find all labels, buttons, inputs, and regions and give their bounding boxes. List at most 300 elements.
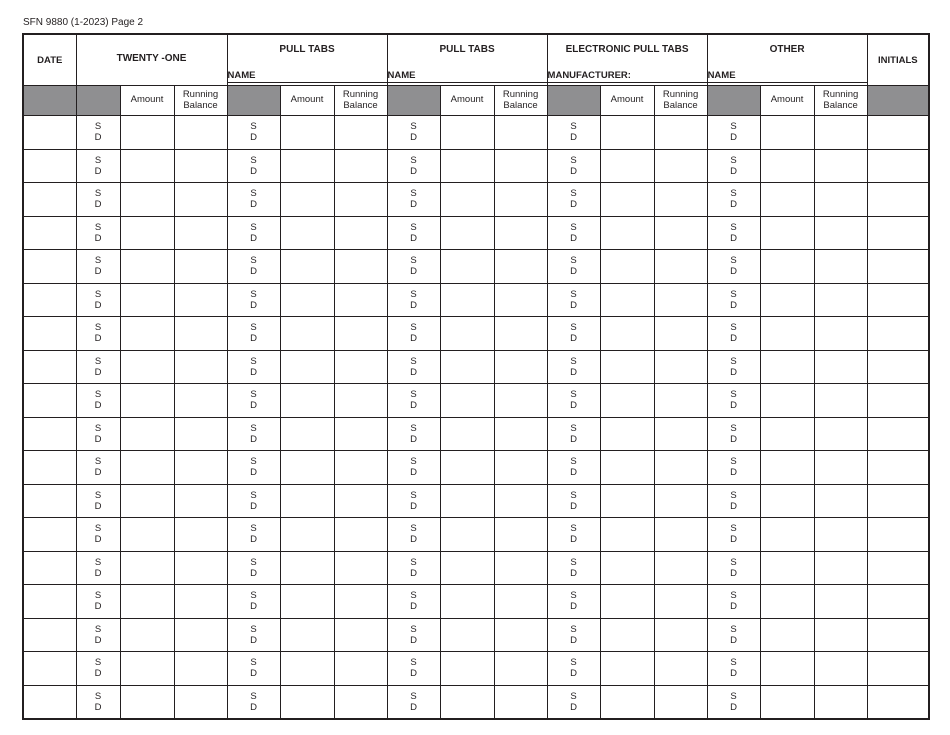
running-balance-cell[interactable] (334, 451, 387, 485)
amount-cell[interactable] (760, 350, 814, 384)
sd-cell[interactable] (707, 417, 760, 451)
sd-cell[interactable] (547, 551, 600, 585)
running-balance-cell[interactable] (334, 350, 387, 384)
running-balance-cell[interactable] (174, 384, 227, 418)
sd-cell[interactable] (76, 484, 120, 518)
sd-cell[interactable] (76, 283, 120, 317)
running-balance-cell[interactable] (814, 317, 867, 351)
sd-cell[interactable] (76, 384, 120, 418)
amount-cell[interactable] (440, 518, 494, 552)
running-balance-cell[interactable] (334, 250, 387, 284)
running-balance-cell[interactable] (494, 216, 547, 250)
amount-cell[interactable] (280, 317, 334, 351)
date-cell[interactable] (23, 317, 76, 351)
running-balance-cell[interactable] (334, 484, 387, 518)
amount-cell[interactable] (600, 484, 654, 518)
date-cell[interactable] (23, 518, 76, 552)
running-balance-cell[interactable] (654, 484, 707, 518)
date-cell[interactable] (23, 451, 76, 485)
running-balance-cell[interactable] (814, 116, 867, 150)
sd-cell[interactable] (707, 317, 760, 351)
amount-cell[interactable] (600, 384, 654, 418)
running-balance-cell[interactable] (654, 518, 707, 552)
date-cell[interactable] (23, 250, 76, 284)
running-balance-cell[interactable] (494, 317, 547, 351)
amount-cell[interactable] (280, 685, 334, 719)
amount-cell[interactable] (120, 283, 174, 317)
date-cell[interactable] (23, 350, 76, 384)
running-balance-cell[interactable] (174, 417, 227, 451)
initials-cell[interactable] (867, 384, 929, 418)
running-balance-cell[interactable] (334, 216, 387, 250)
sd-cell[interactable] (707, 216, 760, 250)
amount-cell[interactable] (120, 685, 174, 719)
sd-cell[interactable] (707, 685, 760, 719)
running-balance-cell[interactable] (494, 384, 547, 418)
amount-cell[interactable] (760, 618, 814, 652)
initials-cell[interactable] (867, 317, 929, 351)
sd-cell[interactable] (547, 652, 600, 686)
running-balance-cell[interactable] (334, 283, 387, 317)
running-balance-cell[interactable] (174, 283, 227, 317)
amount-cell[interactable] (120, 618, 174, 652)
sd-cell[interactable] (227, 250, 280, 284)
date-cell[interactable] (23, 618, 76, 652)
running-balance-cell[interactable] (654, 585, 707, 619)
running-balance-cell[interactable] (494, 618, 547, 652)
amount-cell[interactable] (120, 652, 174, 686)
amount-cell[interactable] (120, 384, 174, 418)
sd-cell[interactable] (387, 317, 440, 351)
sd-cell[interactable] (227, 484, 280, 518)
running-balance-cell[interactable] (814, 216, 867, 250)
running-balance-cell[interactable] (174, 451, 227, 485)
sd-cell[interactable] (387, 283, 440, 317)
sd-cell[interactable] (76, 451, 120, 485)
sd-cell[interactable] (547, 484, 600, 518)
amount-cell[interactable] (120, 116, 174, 150)
amount-cell[interactable] (280, 149, 334, 183)
running-balance-cell[interactable] (334, 417, 387, 451)
amount-cell[interactable] (280, 652, 334, 686)
amount-cell[interactable] (440, 484, 494, 518)
running-balance-cell[interactable] (654, 551, 707, 585)
sd-cell[interactable] (707, 384, 760, 418)
amount-cell[interactable] (600, 183, 654, 217)
amount-cell[interactable] (440, 116, 494, 150)
sd-cell[interactable] (387, 350, 440, 384)
initials-cell[interactable] (867, 216, 929, 250)
name-field[interactable]: NAME (708, 69, 867, 83)
initials-cell[interactable] (867, 149, 929, 183)
amount-cell[interactable] (280, 451, 334, 485)
sd-cell[interactable] (547, 417, 600, 451)
sd-cell[interactable] (547, 685, 600, 719)
amount-cell[interactable] (600, 149, 654, 183)
sd-cell[interactable] (547, 183, 600, 217)
running-balance-cell[interactable] (814, 618, 867, 652)
amount-cell[interactable] (440, 585, 494, 619)
amount-cell[interactable] (600, 551, 654, 585)
amount-cell[interactable] (760, 484, 814, 518)
amount-cell[interactable] (760, 149, 814, 183)
running-balance-cell[interactable] (814, 551, 867, 585)
sd-cell[interactable] (547, 350, 600, 384)
sd-cell[interactable] (227, 618, 280, 652)
sd-cell[interactable] (387, 518, 440, 552)
initials-cell[interactable] (867, 350, 929, 384)
manufacturer-field[interactable]: MANUFACTURER: (548, 69, 707, 83)
amount-cell[interactable] (440, 618, 494, 652)
running-balance-cell[interactable] (174, 216, 227, 250)
running-balance-cell[interactable] (174, 518, 227, 552)
amount-cell[interactable] (600, 417, 654, 451)
sd-cell[interactable] (76, 551, 120, 585)
initials-cell[interactable] (867, 551, 929, 585)
running-balance-cell[interactable] (174, 585, 227, 619)
amount-cell[interactable] (600, 652, 654, 686)
amount-cell[interactable] (600, 116, 654, 150)
sd-cell[interactable] (227, 317, 280, 351)
running-balance-cell[interactable] (494, 652, 547, 686)
running-balance-cell[interactable] (814, 283, 867, 317)
running-balance-cell[interactable] (334, 518, 387, 552)
initials-cell[interactable] (867, 451, 929, 485)
running-balance-cell[interactable] (814, 183, 867, 217)
initials-cell[interactable] (867, 250, 929, 284)
sd-cell[interactable] (547, 585, 600, 619)
sd-cell[interactable] (387, 451, 440, 485)
sd-cell[interactable] (227, 518, 280, 552)
sd-cell[interactable] (76, 317, 120, 351)
running-balance-cell[interactable] (814, 417, 867, 451)
running-balance-cell[interactable] (654, 618, 707, 652)
initials-cell[interactable] (867, 618, 929, 652)
initials-cell[interactable] (867, 116, 929, 150)
amount-cell[interactable] (120, 451, 174, 485)
sd-cell[interactable] (547, 317, 600, 351)
running-balance-cell[interactable] (654, 384, 707, 418)
sd-cell[interactable] (227, 451, 280, 485)
sd-cell[interactable] (707, 551, 760, 585)
sd-cell[interactable] (707, 116, 760, 150)
initials-cell[interactable] (867, 484, 929, 518)
running-balance-cell[interactable] (494, 685, 547, 719)
initials-cell[interactable] (867, 585, 929, 619)
sd-cell[interactable] (547, 451, 600, 485)
amount-cell[interactable] (760, 116, 814, 150)
sd-cell[interactable] (76, 216, 120, 250)
running-balance-cell[interactable] (334, 384, 387, 418)
running-balance-cell[interactable] (334, 585, 387, 619)
sd-cell[interactable] (387, 183, 440, 217)
running-balance-cell[interactable] (814, 350, 867, 384)
running-balance-cell[interactable] (814, 585, 867, 619)
date-cell[interactable] (23, 183, 76, 217)
running-balance-cell[interactable] (814, 652, 867, 686)
amount-cell[interactable] (760, 652, 814, 686)
date-cell[interactable] (23, 384, 76, 418)
running-balance-cell[interactable] (654, 250, 707, 284)
initials-cell[interactable] (867, 652, 929, 686)
name-field[interactable]: NAME (228, 69, 387, 83)
running-balance-cell[interactable] (174, 350, 227, 384)
amount-cell[interactable] (760, 518, 814, 552)
amount-cell[interactable] (760, 283, 814, 317)
amount-cell[interactable] (280, 350, 334, 384)
running-balance-cell[interactable] (654, 149, 707, 183)
sd-cell[interactable] (547, 518, 600, 552)
sd-cell[interactable] (707, 283, 760, 317)
sd-cell[interactable] (387, 216, 440, 250)
amount-cell[interactable] (120, 518, 174, 552)
sd-cell[interactable] (707, 451, 760, 485)
name-field[interactable]: NAME (388, 69, 547, 83)
running-balance-cell[interactable] (334, 116, 387, 150)
amount-cell[interactable] (120, 250, 174, 284)
running-balance-cell[interactable] (174, 116, 227, 150)
amount-cell[interactable] (440, 216, 494, 250)
amount-cell[interactable] (120, 216, 174, 250)
amount-cell[interactable] (280, 183, 334, 217)
sd-cell[interactable] (707, 618, 760, 652)
running-balance-cell[interactable] (174, 652, 227, 686)
amount-cell[interactable] (440, 417, 494, 451)
amount-cell[interactable] (120, 350, 174, 384)
amount-cell[interactable] (760, 417, 814, 451)
amount-cell[interactable] (600, 585, 654, 619)
sd-cell[interactable] (387, 484, 440, 518)
date-cell[interactable] (23, 116, 76, 150)
sd-cell[interactable] (227, 283, 280, 317)
sd-cell[interactable] (547, 618, 600, 652)
amount-cell[interactable] (440, 384, 494, 418)
sd-cell[interactable] (707, 484, 760, 518)
amount-cell[interactable] (440, 149, 494, 183)
sd-cell[interactable] (227, 652, 280, 686)
running-balance-cell[interactable] (654, 183, 707, 217)
amount-cell[interactable] (760, 551, 814, 585)
running-balance-cell[interactable] (654, 652, 707, 686)
running-balance-cell[interactable] (174, 317, 227, 351)
running-balance-cell[interactable] (814, 149, 867, 183)
amount-cell[interactable] (120, 551, 174, 585)
running-balance-cell[interactable] (334, 618, 387, 652)
amount-cell[interactable] (600, 685, 654, 719)
sd-cell[interactable] (227, 685, 280, 719)
running-balance-cell[interactable] (654, 317, 707, 351)
sd-cell[interactable] (227, 551, 280, 585)
sd-cell[interactable] (547, 250, 600, 284)
amount-cell[interactable] (600, 451, 654, 485)
amount-cell[interactable] (760, 216, 814, 250)
sd-cell[interactable] (76, 250, 120, 284)
sd-cell[interactable] (76, 183, 120, 217)
amount-cell[interactable] (760, 685, 814, 719)
sd-cell[interactable] (76, 652, 120, 686)
sd-cell[interactable] (707, 149, 760, 183)
sd-cell[interactable] (547, 116, 600, 150)
amount-cell[interactable] (120, 484, 174, 518)
sd-cell[interactable] (707, 585, 760, 619)
sd-cell[interactable] (707, 250, 760, 284)
sd-cell[interactable] (387, 250, 440, 284)
sd-cell[interactable] (547, 283, 600, 317)
running-balance-cell[interactable] (494, 551, 547, 585)
initials-cell[interactable] (867, 518, 929, 552)
running-balance-cell[interactable] (174, 618, 227, 652)
sd-cell[interactable] (76, 585, 120, 619)
amount-cell[interactable] (280, 585, 334, 619)
amount-cell[interactable] (120, 417, 174, 451)
running-balance-cell[interactable] (654, 685, 707, 719)
running-balance-cell[interactable] (494, 585, 547, 619)
sd-cell[interactable] (76, 116, 120, 150)
sd-cell[interactable] (707, 652, 760, 686)
amount-cell[interactable] (280, 484, 334, 518)
sd-cell[interactable] (387, 652, 440, 686)
running-balance-cell[interactable] (494, 417, 547, 451)
initials-cell[interactable] (867, 417, 929, 451)
running-balance-cell[interactable] (334, 685, 387, 719)
amount-cell[interactable] (600, 518, 654, 552)
amount-cell[interactable] (120, 317, 174, 351)
amount-cell[interactable] (760, 317, 814, 351)
sd-cell[interactable] (76, 149, 120, 183)
running-balance-cell[interactable] (814, 518, 867, 552)
sd-cell[interactable] (227, 350, 280, 384)
running-balance-cell[interactable] (654, 417, 707, 451)
running-balance-cell[interactable] (494, 116, 547, 150)
date-cell[interactable] (23, 685, 76, 719)
amount-cell[interactable] (120, 183, 174, 217)
date-cell[interactable] (23, 652, 76, 686)
running-balance-cell[interactable] (654, 283, 707, 317)
amount-cell[interactable] (280, 116, 334, 150)
amount-cell[interactable] (600, 350, 654, 384)
date-cell[interactable] (23, 585, 76, 619)
sd-cell[interactable] (227, 384, 280, 418)
date-cell[interactable] (23, 149, 76, 183)
running-balance-cell[interactable] (494, 149, 547, 183)
amount-cell[interactable] (440, 283, 494, 317)
amount-cell[interactable] (760, 451, 814, 485)
sd-cell[interactable] (387, 618, 440, 652)
running-balance-cell[interactable] (494, 518, 547, 552)
sd-cell[interactable] (547, 384, 600, 418)
running-balance-cell[interactable] (174, 551, 227, 585)
amount-cell[interactable] (600, 317, 654, 351)
running-balance-cell[interactable] (814, 250, 867, 284)
running-balance-cell[interactable] (654, 350, 707, 384)
amount-cell[interactable] (600, 216, 654, 250)
amount-cell[interactable] (280, 283, 334, 317)
amount-cell[interactable] (440, 183, 494, 217)
sd-cell[interactable] (387, 116, 440, 150)
running-balance-cell[interactable] (174, 685, 227, 719)
running-balance-cell[interactable] (174, 250, 227, 284)
amount-cell[interactable] (600, 250, 654, 284)
sd-cell[interactable] (707, 518, 760, 552)
amount-cell[interactable] (760, 183, 814, 217)
amount-cell[interactable] (440, 652, 494, 686)
sd-cell[interactable] (76, 350, 120, 384)
running-balance-cell[interactable] (174, 183, 227, 217)
running-balance-cell[interactable] (174, 484, 227, 518)
running-balance-cell[interactable] (334, 317, 387, 351)
initials-cell[interactable] (867, 685, 929, 719)
running-balance-cell[interactable] (814, 451, 867, 485)
sd-cell[interactable] (227, 183, 280, 217)
date-cell[interactable] (23, 216, 76, 250)
amount-cell[interactable] (600, 618, 654, 652)
running-balance-cell[interactable] (814, 384, 867, 418)
sd-cell[interactable] (76, 685, 120, 719)
amount-cell[interactable] (280, 216, 334, 250)
amount-cell[interactable] (280, 518, 334, 552)
sd-cell[interactable] (707, 183, 760, 217)
sd-cell[interactable] (227, 585, 280, 619)
running-balance-cell[interactable] (174, 149, 227, 183)
amount-cell[interactable] (440, 451, 494, 485)
sd-cell[interactable] (76, 417, 120, 451)
running-balance-cell[interactable] (494, 451, 547, 485)
running-balance-cell[interactable] (494, 484, 547, 518)
amount-cell[interactable] (600, 283, 654, 317)
sd-cell[interactable] (547, 149, 600, 183)
sd-cell[interactable] (76, 518, 120, 552)
date-cell[interactable] (23, 283, 76, 317)
running-balance-cell[interactable] (334, 652, 387, 686)
sd-cell[interactable] (387, 149, 440, 183)
amount-cell[interactable] (760, 585, 814, 619)
initials-cell[interactable] (867, 183, 929, 217)
amount-cell[interactable] (280, 417, 334, 451)
running-balance-cell[interactable] (494, 250, 547, 284)
running-balance-cell[interactable] (654, 216, 707, 250)
running-balance-cell[interactable] (334, 149, 387, 183)
running-balance-cell[interactable] (334, 551, 387, 585)
running-balance-cell[interactable] (494, 183, 547, 217)
date-cell[interactable] (23, 551, 76, 585)
amount-cell[interactable] (440, 250, 494, 284)
amount-cell[interactable] (440, 551, 494, 585)
running-balance-cell[interactable] (814, 685, 867, 719)
sd-cell[interactable] (227, 417, 280, 451)
running-balance-cell[interactable] (654, 451, 707, 485)
sd-cell[interactable] (387, 417, 440, 451)
running-balance-cell[interactable] (334, 183, 387, 217)
amount-cell[interactable] (280, 618, 334, 652)
sd-cell[interactable] (547, 216, 600, 250)
sd-cell[interactable] (227, 216, 280, 250)
sd-cell[interactable] (227, 116, 280, 150)
amount-cell[interactable] (440, 685, 494, 719)
amount-cell[interactable] (280, 551, 334, 585)
amount-cell[interactable] (760, 384, 814, 418)
amount-cell[interactable] (280, 250, 334, 284)
sd-cell[interactable] (387, 685, 440, 719)
running-balance-cell[interactable] (654, 116, 707, 150)
amount-cell[interactable] (120, 149, 174, 183)
sd-cell[interactable] (76, 618, 120, 652)
date-cell[interactable] (23, 417, 76, 451)
running-balance-cell[interactable] (814, 484, 867, 518)
sd-cell[interactable] (707, 350, 760, 384)
amount-cell[interactable] (280, 384, 334, 418)
amount-cell[interactable] (440, 317, 494, 351)
amount-cell[interactable] (760, 250, 814, 284)
